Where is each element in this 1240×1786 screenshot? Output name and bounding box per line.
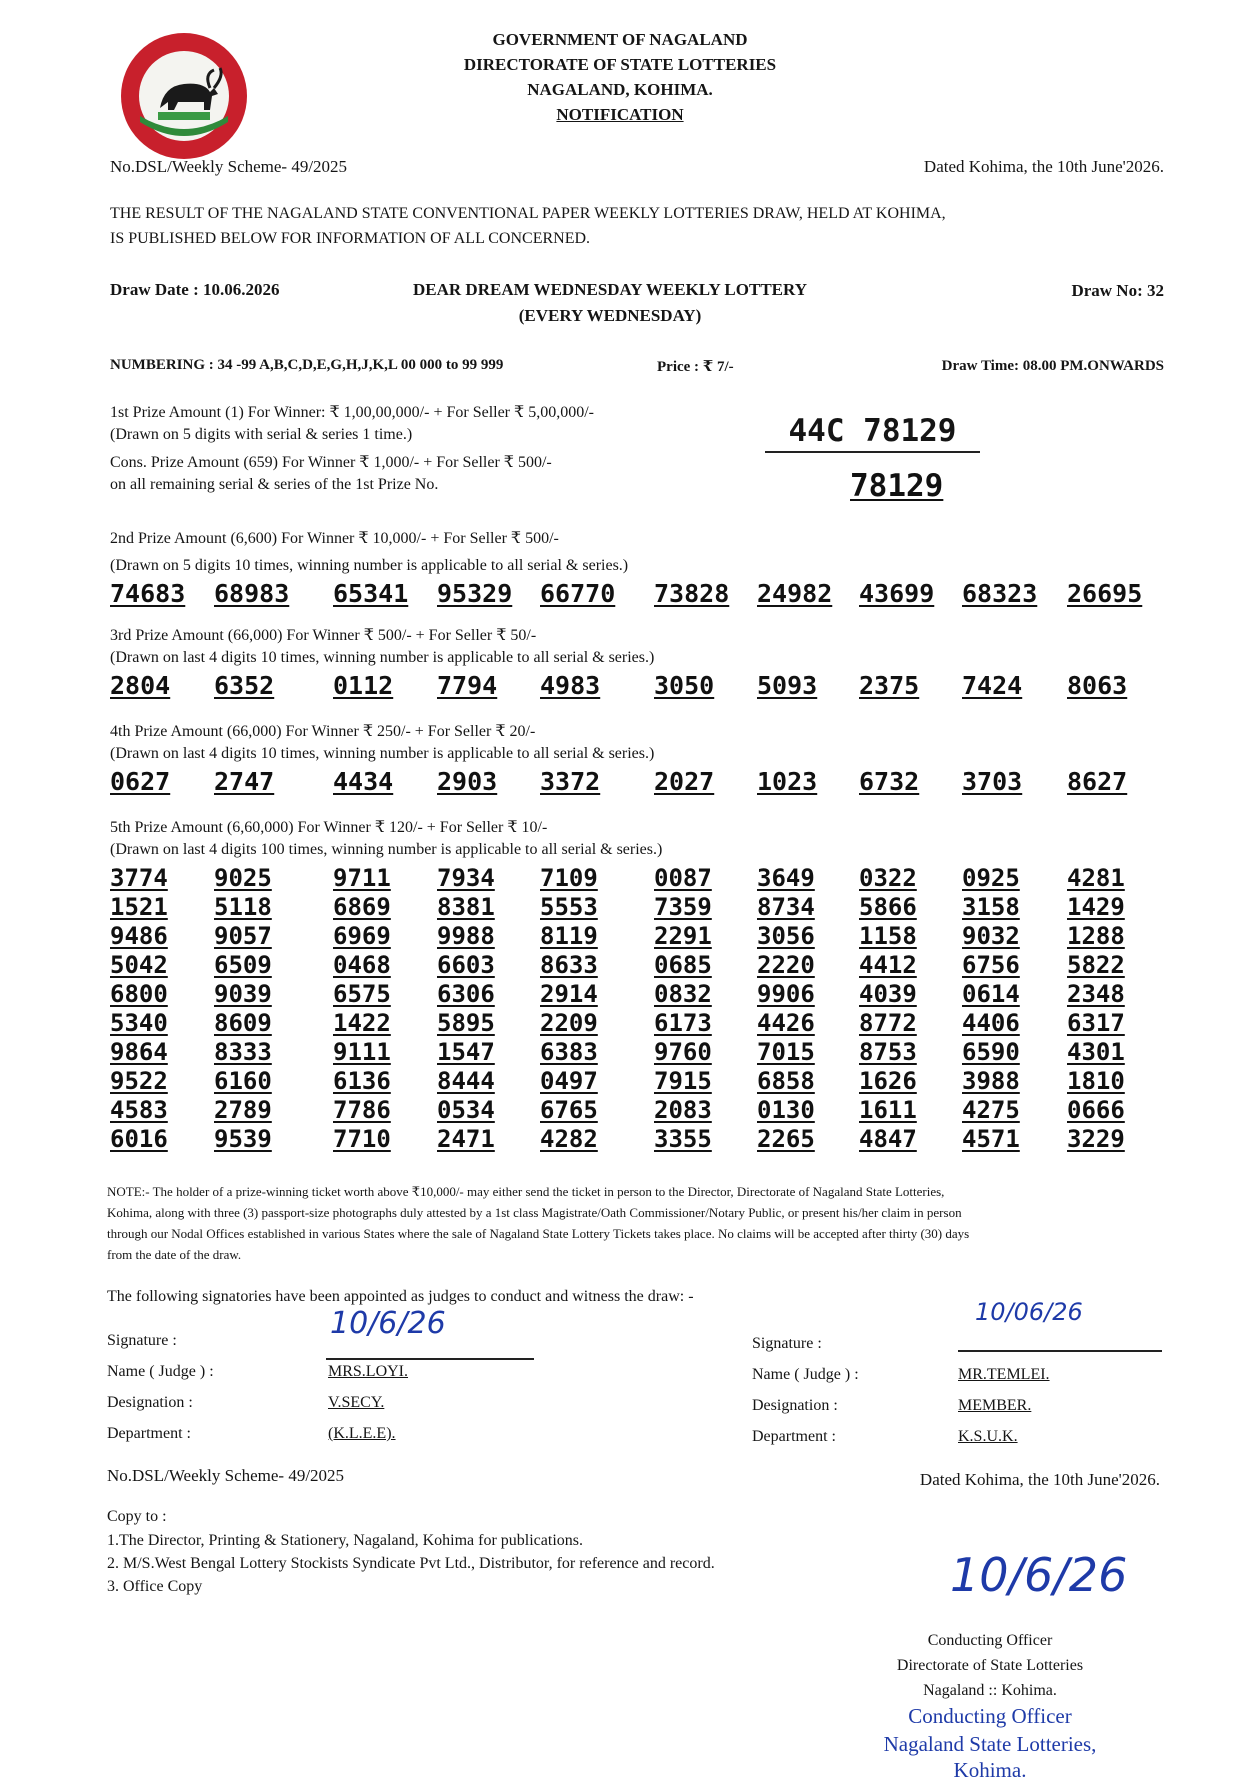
prize5-number: 7359 xyxy=(654,893,712,921)
prize2-number: 26695 xyxy=(1067,579,1143,608)
prize5-description: 5th Prize Amount (6,60,000) For Winner ₹ 120/- + For Seller ₹ 10/- xyxy=(110,819,548,836)
prize5-number: 6603 xyxy=(437,951,495,979)
prize4-number: 8627 xyxy=(1067,767,1128,796)
prize5-number: 4301 xyxy=(1067,1038,1125,1066)
prize5-number: 0468 xyxy=(333,951,391,979)
prize5-number: 7710 xyxy=(333,1125,391,1153)
prize2-number: 65341 xyxy=(333,579,409,608)
prize5-number: 9539 xyxy=(214,1125,272,1153)
ticket-price: Price : ₹ 7/- xyxy=(657,359,734,375)
right-department-label: Department : xyxy=(752,1428,836,1445)
prize5-number: 5042 xyxy=(110,951,168,979)
prize5-number: 2209 xyxy=(540,1009,598,1037)
draw-time: Draw Time: 08.00 PM.ONWARDS xyxy=(941,358,1164,374)
right-designation-label: Designation : xyxy=(752,1397,838,1414)
cons-prize-description: Cons. Prize Amount (659) For Winner ₹ 1,000/- + For Seller ₹ 500/- xyxy=(110,454,552,471)
cons-prize-rule: on all remaining serial & series of the 1st Prize No. xyxy=(110,476,439,493)
prize5-number: 4275 xyxy=(962,1096,1020,1124)
prize5-number: 7109 xyxy=(540,864,598,892)
prize5-number: 9057 xyxy=(214,922,272,950)
prize2-draw-rule: (Drawn on 5 digits 10 times, winning number is applicable to all serial & series.) xyxy=(110,557,629,574)
prize5-number: 4571 xyxy=(962,1125,1020,1153)
prize5-number: 0614 xyxy=(962,980,1020,1008)
intro-line-2: IS PUBLISHED BELOW FOR INFORMATION OF ALL CONCERNED. xyxy=(110,230,591,247)
prize5-number: 4281 xyxy=(1067,864,1125,892)
prize5-number: 9864 xyxy=(110,1038,168,1066)
prize5-number: 5118 xyxy=(214,893,272,921)
prize5-number: 6160 xyxy=(214,1067,272,1095)
prize5-number: 5340 xyxy=(110,1009,168,1037)
right-judge-designation: MEMBER. xyxy=(958,1397,1032,1414)
prize2-number: 68323 xyxy=(962,579,1038,608)
prize3-number: 5093 xyxy=(757,671,818,700)
prize4-draw-rule: (Drawn on last 4 digits 10 times, winning number is applicable to all serial & series.) xyxy=(110,745,655,762)
prize5-number: 6575 xyxy=(333,980,391,1008)
stamp-line-3: Kohima. xyxy=(953,1758,1027,1782)
prize5-number: 2471 xyxy=(437,1125,495,1153)
footer-reference-date: Dated Kohima, the 10th June'2026. xyxy=(919,1470,1160,1489)
reference-date: Dated Kohima, the 10th June'2026. xyxy=(923,157,1164,176)
prize3-numbers xyxy=(110,672,1170,702)
prize3-number: 3050 xyxy=(654,671,715,700)
lottery-name: DEAR DREAM WEDNESDAY WEEKLY LOTTERY xyxy=(413,280,807,299)
prize5-number: 2348 xyxy=(1067,980,1125,1008)
prize5-number: 2265 xyxy=(757,1125,815,1153)
prize5-number: 6509 xyxy=(214,951,272,979)
prize5-number: 6969 xyxy=(333,922,391,950)
prize2-number: 68983 xyxy=(214,579,290,608)
prize5-number: 1626 xyxy=(859,1067,917,1095)
prize5-number: 1158 xyxy=(859,922,917,950)
prize5-number: 9906 xyxy=(757,980,815,1008)
prize2-number: 24982 xyxy=(757,579,833,608)
prize3-number: 8063 xyxy=(1067,671,1128,700)
prize5-number: 6306 xyxy=(437,980,495,1008)
prize5-number: 6765 xyxy=(540,1096,598,1124)
prize5-number: 1611 xyxy=(859,1096,917,1124)
prize3-number: 7794 xyxy=(437,671,498,700)
prize5-number: 7786 xyxy=(333,1096,391,1124)
officer-location: Nagaland :: Kohima. xyxy=(923,1682,1057,1699)
consolation-prize-number: 78129 xyxy=(850,468,944,504)
stamp-line-2: Nagaland State Lotteries, xyxy=(883,1732,1097,1756)
prize3-number: 2375 xyxy=(859,671,920,700)
prize5-number: 9711 xyxy=(333,864,391,892)
header-location: NAGALAND, KOHIMA. xyxy=(527,80,713,99)
prize5-number: 8633 xyxy=(540,951,598,979)
prize4-number: 3703 xyxy=(962,767,1023,796)
prize5-number: 1422 xyxy=(333,1009,391,1037)
note-line-3: through our Nodal Offices established in various States where the sale of Nagaland State Lottery Tickets takes place. No claims will be accepted after thirty (30) days xyxy=(107,1226,970,1241)
prize5-number: 4406 xyxy=(962,1009,1020,1037)
prize4-numbers xyxy=(110,768,1170,798)
prize5-number: 5866 xyxy=(859,893,917,921)
prize3-description: 3rd Prize Amount (66,000) For Winner ₹ 500/- + For Seller ₹ 50/- xyxy=(110,627,537,644)
prize5-number: 6016 xyxy=(110,1125,168,1153)
prize5-number: 3158 xyxy=(962,893,1020,921)
left-judge-designation: V.SECY. xyxy=(328,1394,385,1411)
prize2-number: 73828 xyxy=(654,579,730,608)
prize5-number: 9486 xyxy=(110,922,168,950)
left-signature-label: Signature : xyxy=(107,1332,177,1349)
left-judge-signature: 10/6/26 xyxy=(330,1306,446,1341)
prize5-number: 9760 xyxy=(654,1038,712,1066)
right-judge-name: MR.TEMLEI. xyxy=(958,1366,1050,1383)
prize4-number: 1023 xyxy=(757,767,818,796)
prize5-number: 2914 xyxy=(540,980,598,1008)
prize5-number: 6869 xyxy=(333,893,391,921)
footer-reference-number: No.DSL/Weekly Scheme- 49/2025 xyxy=(107,1466,345,1485)
prize4-number: 2027 xyxy=(654,767,715,796)
note-line-1: NOTE:- The holder of a prize-winning ticket worth above ₹10,000/- may either send the ticket in person to the Director, Directorate of Nagaland State Lotteries, xyxy=(107,1184,945,1199)
left-judge-name: MRS.LOYI. xyxy=(328,1363,409,1380)
prize5-number: 6317 xyxy=(1067,1009,1125,1037)
prize1-draw-rule: (Drawn on 5 digits with serial & series 1 time.) xyxy=(110,426,413,443)
left-designation-label: Designation : xyxy=(107,1394,193,1411)
prize5-number: 8753 xyxy=(859,1038,917,1066)
header-notification: NOTIFICATION xyxy=(556,105,684,124)
prize5-number: 0130 xyxy=(757,1096,815,1124)
prize2-numbers xyxy=(110,580,1170,610)
copy-item-3: 3. Office Copy xyxy=(107,1578,203,1595)
prize5-number: 7015 xyxy=(757,1038,815,1066)
copy-item-2: 2. M/S.West Bengal Lottery Stockists Syndicate Pvt Ltd., Distributor, for reference and record. xyxy=(107,1555,715,1572)
prize5-number: 3229 xyxy=(1067,1125,1125,1153)
prize5-number: 3774 xyxy=(110,864,168,892)
prize5-number: 9032 xyxy=(962,922,1020,950)
draw-number: Draw No: 32 xyxy=(1071,281,1164,300)
copy-to-label: Copy to : xyxy=(107,1508,167,1525)
left-signature-line xyxy=(326,1358,534,1360)
left-name-label: Name ( Judge ) : xyxy=(107,1363,214,1380)
prize5-number: 6800 xyxy=(110,980,168,1008)
reference-number: No.DSL/Weekly Scheme- 49/2025 xyxy=(110,157,348,176)
prize3-number: 2804 xyxy=(110,671,171,700)
prize4-number: 2747 xyxy=(214,767,275,796)
prize5-number: 8119 xyxy=(540,922,598,950)
prize5-number: 1288 xyxy=(1067,922,1125,950)
prize3-draw-rule: (Drawn on last 4 digits 10 times, winning number is applicable to all serial & series.) xyxy=(110,649,655,666)
prize5-number: 0832 xyxy=(654,980,712,1008)
prize2-number: 43699 xyxy=(859,579,935,608)
prize4-number: 0627 xyxy=(110,767,171,796)
prize5-number: 4412 xyxy=(859,951,917,979)
prize5-number: 5822 xyxy=(1067,951,1125,979)
prize5-number: 4583 xyxy=(110,1096,168,1124)
prize5-number: 6590 xyxy=(962,1038,1020,1066)
prize5-number: 3988 xyxy=(962,1067,1020,1095)
prize5-number: 0666 xyxy=(1067,1096,1125,1124)
prize5-number: 2220 xyxy=(757,951,815,979)
prize5-number: 5553 xyxy=(540,893,598,921)
prize5-number-grid xyxy=(110,865,1170,1155)
prize5-number: 2291 xyxy=(654,922,712,950)
prize5-number: 4847 xyxy=(859,1125,917,1153)
header-directorate: DIRECTORATE OF STATE LOTTERIES xyxy=(463,55,777,74)
first-prize-divider xyxy=(765,451,980,453)
prize5-number: 9025 xyxy=(214,864,272,892)
prize5-number: 4039 xyxy=(859,980,917,1008)
prize4-description: 4th Prize Amount (66,000) For Winner ₹ 250/- + For Seller ₹ 20/- xyxy=(110,723,536,740)
prize5-number: 1521 xyxy=(110,893,168,921)
prize4-number: 3372 xyxy=(540,767,601,796)
prize5-number: 6173 xyxy=(654,1009,712,1037)
copy-item-1: 1.The Director, Printing & Stationery, Nagaland, Kohima for publications. xyxy=(107,1532,583,1549)
prize3-number: 0112 xyxy=(333,671,394,700)
right-judge-department: K.S.U.K. xyxy=(958,1428,1018,1445)
prize5-number: 7934 xyxy=(437,864,495,892)
first-prize-number: 44C 78129 xyxy=(788,413,957,449)
prize5-number: 3355 xyxy=(654,1125,712,1153)
prize5-number: 1547 xyxy=(437,1038,495,1066)
lottery-frequency: (EVERY WEDNESDAY) xyxy=(518,306,702,325)
prize5-number: 0322 xyxy=(859,864,917,892)
right-signature-line xyxy=(958,1350,1162,1352)
prize3-number: 4983 xyxy=(540,671,601,700)
prize5-number: 1429 xyxy=(1067,893,1125,921)
prize5-number: 6383 xyxy=(540,1038,598,1066)
prize5-number: 9988 xyxy=(437,922,495,950)
officer-directorate: Directorate of State Lotteries xyxy=(896,1657,1084,1674)
prize4-number: 4434 xyxy=(333,767,394,796)
numbering-range: NUMBERING : 34 -99 A,B,C,D,E,G,H,J,K,L 00 000 to 99 999 xyxy=(110,357,504,373)
prize1-description: 1st Prize Amount (1) For Winner: ₹ 1,00,00,000/- + For Seller ₹ 5,00,000/- xyxy=(110,404,594,421)
prize4-number: 2903 xyxy=(437,767,498,796)
prize2-number: 74683 xyxy=(110,579,186,608)
right-name-label: Name ( Judge ) : xyxy=(752,1366,859,1383)
note-line-2: Kohima, along with three (3) passport-size photographs duly attested by a 1st class Magistrate/Oath Commissioner/Notary Public, or present his/her claim in person xyxy=(107,1205,962,1220)
prize5-number: 2789 xyxy=(214,1096,272,1124)
prize5-draw-rule: (Drawn on last 4 digits 100 times, winning number is applicable to all serial & series.) xyxy=(110,841,663,858)
prize5-number: 8444 xyxy=(437,1067,495,1095)
prize5-number: 5895 xyxy=(437,1009,495,1037)
prize2-description: 2nd Prize Amount (6,600) For Winner ₹ 10,000/- + For Seller ₹ 500/- xyxy=(110,530,559,547)
stamp-line-1: Conducting Officer xyxy=(908,1704,1072,1728)
prize5-number: 2083 xyxy=(654,1096,712,1124)
prize5-number: 3649 xyxy=(757,864,815,892)
officer-title: Conducting Officer xyxy=(927,1632,1053,1649)
header-government: GOVERNMENT OF NAGALAND xyxy=(492,30,748,49)
prize5-number: 0925 xyxy=(962,864,1020,892)
prize5-number: 4282 xyxy=(540,1125,598,1153)
prize5-number: 0497 xyxy=(540,1067,598,1095)
right-judge-signature: 10/06/26 xyxy=(975,1298,1083,1326)
judges-intro: The following signatories have been appointed as judges to conduct and witness the draw: - xyxy=(107,1288,694,1305)
prize5-number: 0534 xyxy=(437,1096,495,1124)
prize4-number: 6732 xyxy=(859,767,920,796)
prize5-number: 9522 xyxy=(110,1067,168,1095)
prize5-number: 7915 xyxy=(654,1067,712,1095)
prize5-number: 0685 xyxy=(654,951,712,979)
right-signature-label: Signature : xyxy=(752,1335,822,1352)
prize3-number: 6352 xyxy=(214,671,275,700)
prize5-number: 0087 xyxy=(654,864,712,892)
intro-line-1: THE RESULT OF THE NAGALAND STATE CONVENTIONAL PAPER WEEKLY LOTTERIES DRAW, HELD AT KOHIMA, xyxy=(110,205,946,222)
prize5-number: 9039 xyxy=(214,980,272,1008)
prize5-number: 8772 xyxy=(859,1009,917,1037)
prize5-number: 6136 xyxy=(333,1067,391,1095)
prize5-number: 3056 xyxy=(757,922,815,950)
prize5-number: 9111 xyxy=(333,1038,391,1066)
prize5-number: 8381 xyxy=(437,893,495,921)
prize3-number: 7424 xyxy=(962,671,1023,700)
prize2-number: 66770 xyxy=(540,579,616,608)
prize5-number: 8609 xyxy=(214,1009,272,1037)
draw-date: Draw Date : 10.06.2026 xyxy=(110,280,280,299)
prize5-number: 4426 xyxy=(757,1009,815,1037)
prize5-number: 1810 xyxy=(1067,1067,1125,1095)
prize5-number: 8734 xyxy=(757,893,815,921)
left-judge-department: (K.L.E.E). xyxy=(328,1425,396,1442)
conducting-officer-signature: 10/6/26 xyxy=(950,1548,1128,1602)
left-department-label: Department : xyxy=(107,1425,191,1442)
prize2-number: 95329 xyxy=(437,579,513,608)
prize5-number: 6858 xyxy=(757,1067,815,1095)
prize5-number: 8333 xyxy=(214,1038,272,1066)
prize5-number: 6756 xyxy=(962,951,1020,979)
note-line-4: from the date of the draw. xyxy=(107,1247,242,1262)
